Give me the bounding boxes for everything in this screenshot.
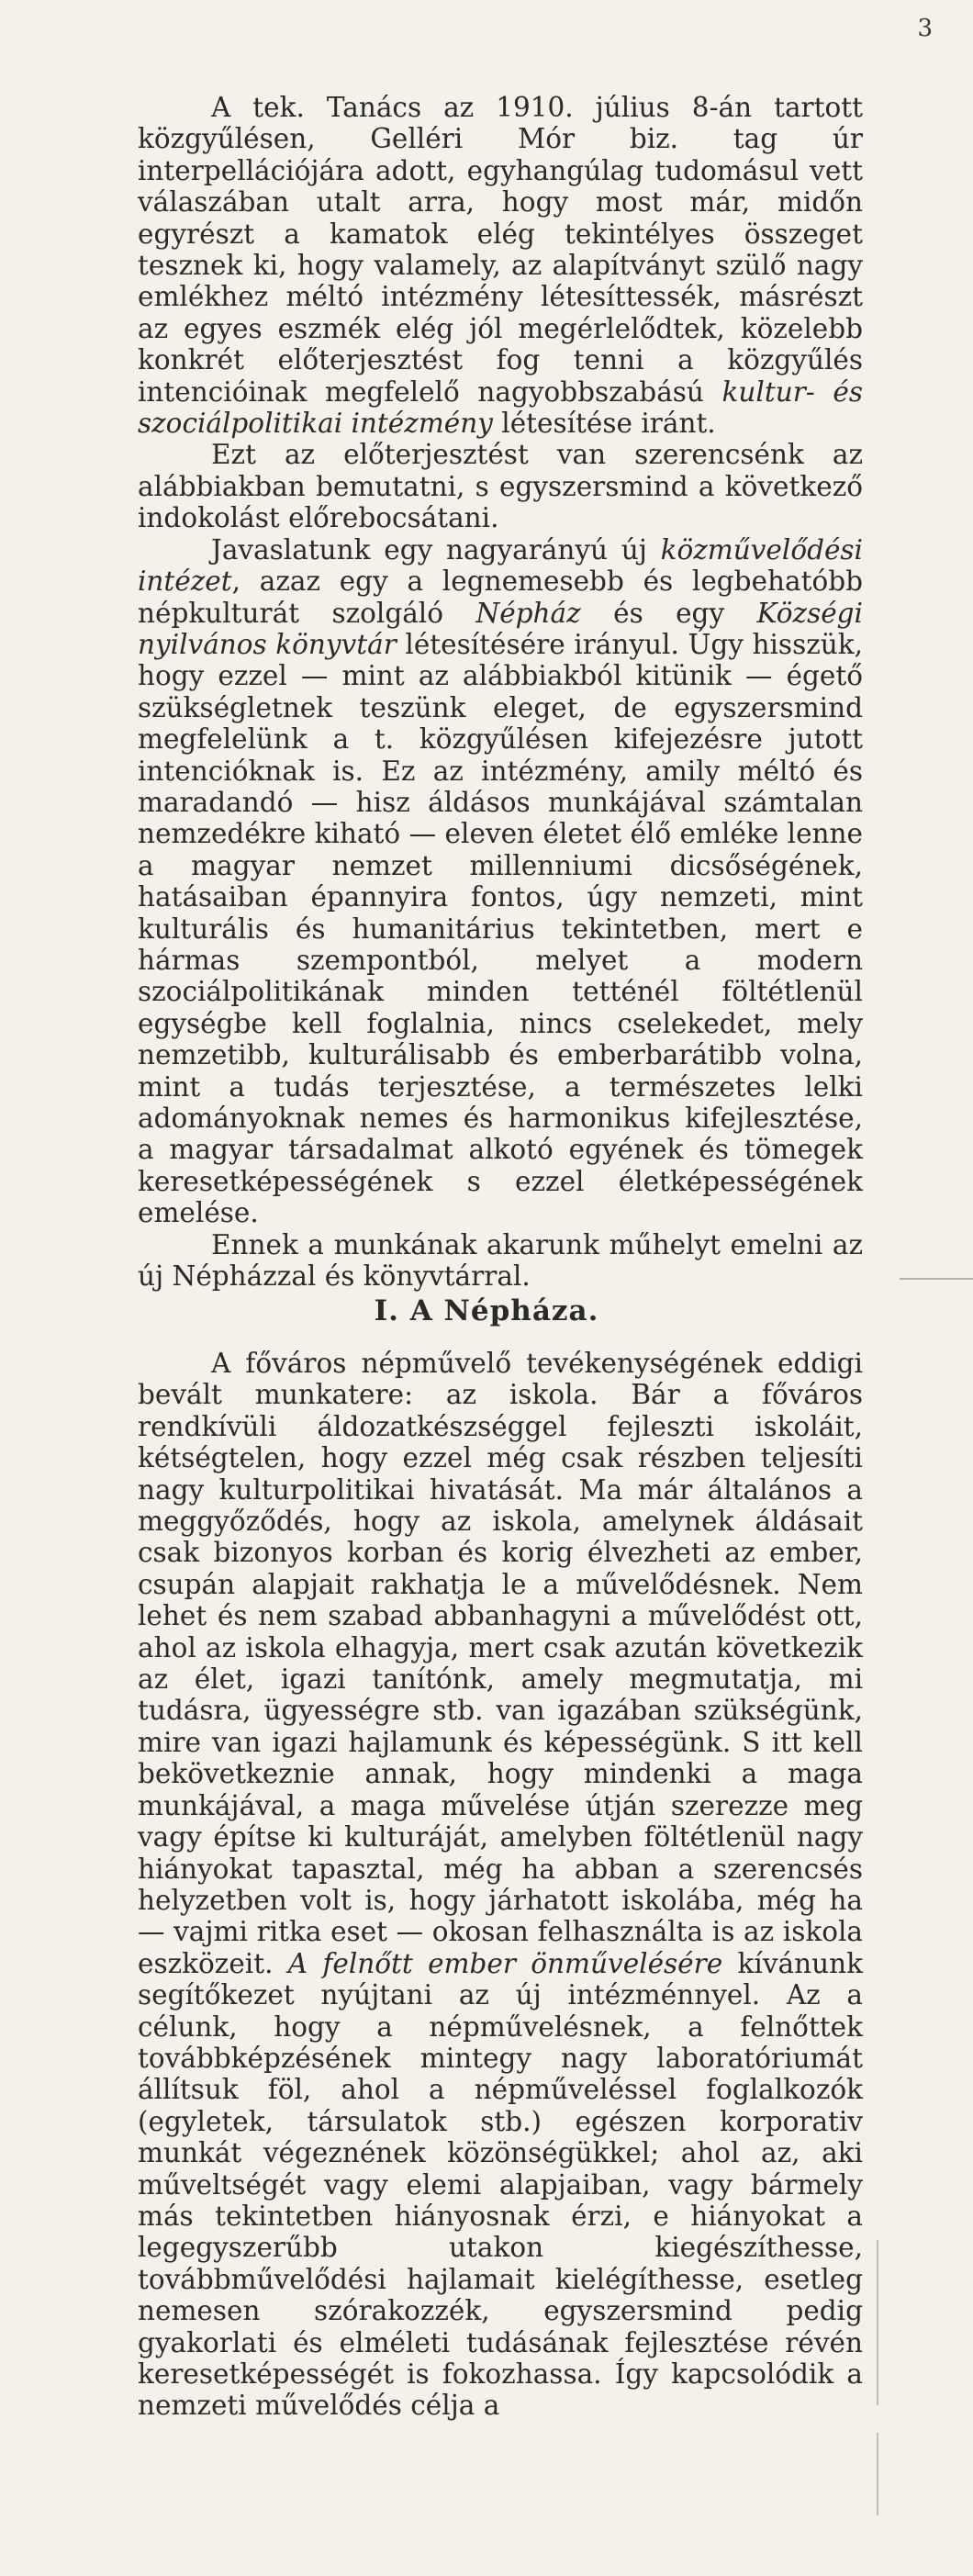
p4-text: Ennek a munkának akarunk műhelyt emelni az új Népházzal és könyvtárral. xyxy=(138,1228,863,1293)
p2-text: Ezt az előterjesztést van szerencsénk az alábbiakban bemutatni, s egyszersmind a következő indokolást előrebocsátani. xyxy=(138,439,863,534)
page-number: 3 xyxy=(917,15,933,42)
margin-mark-upper xyxy=(877,2240,878,2405)
p3-emphasis-a: közművelődési intézet xyxy=(138,533,863,598)
paragraph-3 xyxy=(138,534,863,1229)
p3-emphasis-c: Községi nyilvános könyvtár xyxy=(138,597,863,660)
p3-text-c: és egy xyxy=(580,597,757,629)
paragraph-1 xyxy=(138,92,863,439)
p1-text-b: létesítése iránt. xyxy=(492,408,716,440)
p1-emphasis: kultur- és szociálpolitikai intézmény xyxy=(138,375,863,440)
paragraph-2 xyxy=(138,439,863,533)
p3-text-d: létesítésére irányul. Úgy hisszük, hogy ezzel — mint az alábbiakból kitünik — égető szükségletnek teszünk eleget, de egyszersmind megfelelünk a t. közgyűlésen kifejezésre jutott intencióknak is. Ez az intézmény, amily méltó és maradandó — hisz áldásos munkájával számtalan nemzedékre kiható — eleven életet élő emléke lenne a magyar nemzet millenniumi dicsőségének, hatásaiban épannyira fontos, úgy nemzeti, mint kulturális és humanitárius tekintetben, mert e hármas szempontból, melyet a modern szociálpolitikának minden tetténél föltétlenül egységbe kell foglalnia, nincs cselekedet, mely nemzetibb, kulturálisabb és emberbarátibb volna, mint a tudás terjesztése, a természetes lelki adományoknak nemes és harmonikus kifejlesztése, a magyar társadalmat alkotó egyének és tömegek keresetképességének s ezzel életképességének emelése. xyxy=(138,628,864,1229)
p5-text-b: kívánunk segítőkezet nyújtani az új intézménnyel. Az a célunk, hogy a népművelésnek, a felnőttek továbbképzésének mintegy nagy laboratóriumát állítsuk föl, ahol a népműveléssel foglalkozók (egyletek, társulatok stb.) egészen korporativ munkát végeznének közönségükkel; ahol az, aki műveltségét vagy elemi alapjaiban, vagy bármely más tekintetben hiányosnak érzi, e hiányokat a legegyszerűbb utakon kiegészíthesse, továbbművelődési hajlamait kielégíthesse, esetleg nemesen szórakozzék, egyszersmind pedig gyakorlati és elméleti tudásának fejlesztése révén keresetképességét is fokozhassa. Így kapcsolódik a nemzeti művelődés célja a xyxy=(138,1947,863,2422)
section-heading: I. A Népháza. xyxy=(374,1294,599,1327)
p5-emphasis: A felnőtt ember önművelésére xyxy=(287,1947,723,1979)
paragraph-4 xyxy=(138,1229,863,1293)
p1-text-a: A tek. Tanács az 1910. július 8-án tartott közgyűlésen, Gelléri Mór biz. tag úr interpellációjára adott, egyhangúlag tudomásul vett válaszában utalt arra, hogy most már, midőn egyrészt a kamatok elég tekintélyes összeget tesznek ki, hogy valamely, az alapítványt szülő nagy emlékhez méltó intézmény létesíttessék, másrészt az egyes eszmék elég jól megérlelődtek, közelebb konkrét előterjesztést fog tenni a közgyűlés intencióinak megfelelő nagyobbszabású xyxy=(138,92,863,408)
paragraph-5 xyxy=(138,1348,863,2422)
p3-text-b: , azaz egy a legnemesebb és legbehatóbb népkulturát szolgáló xyxy=(138,566,863,629)
margin-rule xyxy=(900,1278,973,1280)
p3-emphasis-b: Népház xyxy=(475,597,581,629)
margin-mark-lower xyxy=(877,2433,878,2515)
p5-text-a: A főváros népművelő tevékenységének eddigi bevált munkatere: az iskola. Bár a főváros rendkívüli áldozatkészséggel fejleszti iskoláit, kétségtelen, hogy ezzel még csak részben teljesíti nagy kulturpolitikai hivatását. Ma már általános a meggyőződés, hogy az iskola, amelynek áldásait csak bizonyos korban és korig élvezheti az ember, csupán alapjait rakhatja le a művelődésnek. Nem lehet és nem szabad abbanhagyni a művelődést ott, ahol az iskola elhagyja, mert csak azután következik az élet, igazi tanítónk, amely megmutatja, mi tudásra, ügyességre stb. van igazában szükségünk, mire van igazi hajlamunk és képességünk. S itt kell bekövetkeznie annak, hogy mindenki a maga munkájával, a maga művelése útján szerezze meg vagy építse ki kulturáját, amelyben föltétlenül nagy hiányokat tapasztal, még ha abban a szerencsés helyzetben volt is, hogy járhatott iskolába, még ha — vajmi ritka eset — okosan felhasználta is az iskola eszközeit. xyxy=(138,1348,863,1979)
intro-section xyxy=(138,92,863,1292)
nephaz-section xyxy=(138,1348,863,2422)
p3-text-a: Javaslatunk egy nagyarányú új xyxy=(211,533,661,566)
